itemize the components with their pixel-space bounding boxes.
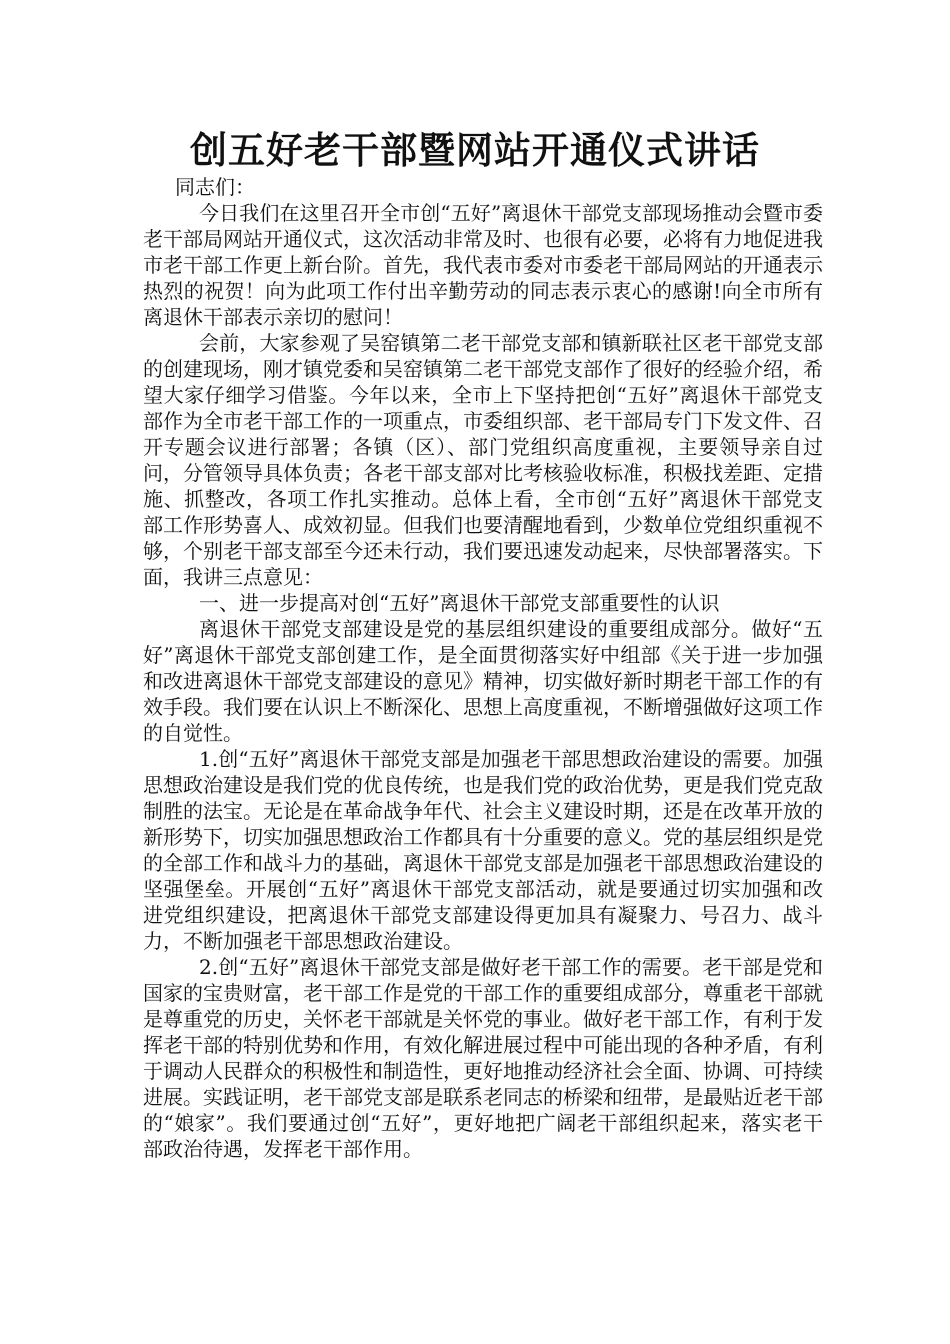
paragraph-point-1: 1.创“五好”离退休干部党支部是加强老干部思想政治建设的需要。加强思想政治建设是我们党的优良传统，也是我们党的政治优势，更是我们党克敌制胜的法宝。无论是在革命战争年代、社会主义建设时期，还是在改革开放的新形势下，切实加强思想政治工作都具有十分重要的意义。党的基层组织是党的全部工作和战斗力的基础，离退休干部党支部是加强老干部思想政治建设的坚强堡垒。开展创“五好”离退休干部党支部活动，就是要通过切实加强和改进党组织建设，把离退休干部党支部建设得更加具有凝聚力、号召力、战斗力，不断加强老干部思想政治建设。 (143, 747, 823, 953)
salutation: 同志们： (175, 175, 255, 199)
paragraph-section-1-intro: 离退休干部党支部建设是党的基层组织建设的重要组成部分。做好“五好”离退休干部党支部创建工作，是全面贯彻落实好中组部《关于进一步加强和改进离退休干部党支部建设的意见》精神，切实做好新时期老干部工作的有效手段。我们要在认识上不断深化、思想上高度重视，不断增强做好这项工作的自觉性。 (143, 617, 823, 745)
document-title: 创五好老干部暨网站开通仪式讲话 (190, 129, 760, 172)
document-body (143, 174, 823, 1162)
paragraph-background: 会前，大家参观了吴窑镇第二老干部党支部和镇新联社区老干部党支部的创建现场，刚才镇党委和吴窑镇第二老干部党支部作了很好的经验介绍，希望大家仔细学习借鉴。今年以来，全市上下坚持把创“五好”离退休干部党支部作为全市老干部工作的一项重点，市委组织部、老干部局专门下发文件、召开专题会议进行部署；各镇（区）、部门党组织高度重视，主要领导亲自过问，分管领导具体负责；各老干部支部对比考核验收标准，积极找差距、定措施、抓整改，各项工作扎实推动。总体上看，全市创“五好”离退休干部党支部工作形势喜人、成效初显。但我们也要清醒地看到，少数单位党组织重视不够，个别老干部支部至今还未行动，我们要迅速发动起来，尽快部署落实。下面，我讲三点意见： (143, 331, 823, 589)
section-heading-1: 一、进一步提高对创“五好”离退休干部党支部重要性的认识 (199, 591, 720, 615)
paragraph-point-2: 2.创“五好”离退休干部党支部是做好老干部工作的需要。老干部是党和国家的宝贵财富，老干部工作是党的干部工作的重要组成部分，尊重老干部就是尊重党的历史，关怀老干部就是关怀党的事业。做好老干部工作，有利于发挥老干部的特别优势和作用，有效化解进展过程中可能出现的各种矛盾，有利于调动人民群众的积极性和制造性，更好地推动经济社会全面、协调、可持续进展。实践证明，老干部党支部是联系老同志的桥梁和纽带，是最贴近老干部的“娘家”。我们要通过创“五好”，更好地把广阔老干部组织起来，落实老干部政治待遇，发挥老干部作用。 (143, 955, 823, 1161)
paragraph-opening: 今日我们在这里召开全市创“五好”离退休干部党支部现场推动会暨市委老干部局网站开通仪式，这次活动非常及时、也很有必要，必将有力地促进我市老干部工作更上新台阶。首先，我代表市委对市委老干部局网站的开通表示热烈的祝贺！向为此项工作付出辛勤劳动的同志表示衷心的感谢!向全市所有离退休干部表示亲切的慰问！ (143, 201, 823, 329)
